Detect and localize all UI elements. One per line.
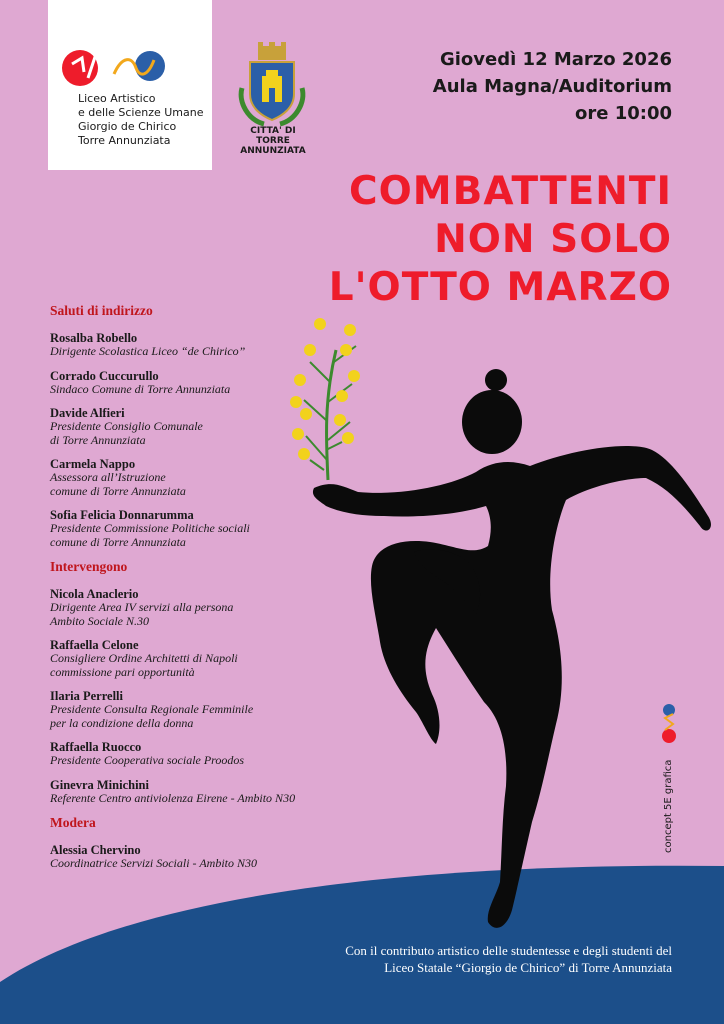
speaker-role: Assessora all’Istruzione comune di Torre Annunziata	[50, 470, 186, 498]
school-line: Liceo Artistico	[78, 92, 156, 105]
speaker	[50, 406, 350, 447]
section-heading: Modera	[50, 815, 96, 830]
speaker-name: Rosalba Robello	[50, 331, 138, 345]
speaker	[50, 778, 350, 806]
event-date: Giovedì 12 Marzo 2026	[439, 49, 672, 70]
speaker-role: Presidente Commissione Politiche sociali comune di Torre Annunziata	[50, 521, 250, 549]
event-title	[329, 168, 672, 312]
speaker-role: Dirigente Area IV servizi alla persona Ambito Sociale N.30	[50, 600, 234, 628]
footer-credit	[345, 942, 672, 976]
speaker-role: Dirigente Scolastica Liceo “de Chirico”	[50, 344, 246, 358]
footer-line: Liceo Statale “Giorgio de Chirico” di Torre Annunziata	[384, 960, 672, 975]
speaker-role: Presidente Cooperativa sociale Proodos	[50, 753, 245, 767]
speaker	[50, 457, 350, 498]
speaker-role: Sindaco Comune di Torre Annunziata	[50, 381, 231, 396]
speaker	[50, 587, 350, 628]
title-line: COMBATTENTI	[349, 169, 672, 214]
speakers-section	[50, 815, 350, 871]
speakers-list	[50, 303, 350, 881]
section-heading: Saluti di indirizzo	[50, 303, 153, 318]
school-logo-icon	[58, 46, 168, 92]
speaker-role: Coordinatrice Servizi Sociali - Ambito N30	[50, 856, 257, 870]
speakers-section	[50, 303, 350, 549]
speaker	[50, 740, 350, 768]
speaker-name: Nicola Anaclerio	[50, 587, 139, 601]
speaker-name: Ilaria Perrelli	[50, 689, 124, 703]
city-label-line: TORRE	[256, 136, 290, 146]
event-details	[433, 46, 672, 127]
event-venue: Aula Magna/Auditorium	[432, 76, 672, 97]
school-line: e delle Scienze Umane	[78, 106, 204, 119]
city-crest-icon	[236, 42, 308, 130]
speaker-role: Consigliere Ordine Architetti di Napoli commissione pari opportunità	[50, 651, 238, 679]
speaker-role: Referente Centro antiviolenza Eirene - Ambito N30	[50, 790, 296, 805]
speaker	[50, 638, 350, 679]
city-label	[228, 126, 318, 156]
speaker	[50, 689, 350, 730]
speaker-name: Raffaella Celone	[50, 638, 139, 652]
section-heading: Intervengono	[50, 559, 128, 574]
school-logo-card	[48, 0, 212, 170]
speaker	[50, 331, 350, 359]
speaker	[50, 843, 350, 871]
speaker-name: Raffaella Ruocco	[50, 740, 142, 754]
footer-line: Con il contributo artistico delle studentesse e degli studenti del	[345, 943, 672, 958]
speaker-name: Sofia Felicia Donnarumma	[50, 508, 194, 522]
school-name	[78, 92, 210, 148]
speaker	[50, 508, 350, 549]
event-time: ore 10:00	[574, 103, 672, 124]
speaker-name: Corrado Cuccurullo	[50, 368, 159, 383]
speaker-name: Alessia Chervino	[50, 843, 141, 857]
speaker-name: Carmela Nappo	[50, 457, 136, 471]
speaker-name: Ginevra Minichini	[50, 777, 149, 792]
speaker	[50, 369, 350, 397]
speaker-name: Davide Alfieri	[50, 406, 125, 420]
speaker-role: Presidente Consiglio Comunale di Torre Annunziata	[50, 419, 203, 447]
title-line: L'OTTO MARZO	[328, 265, 672, 310]
city-label-line: CITTA' DI	[250, 126, 296, 136]
school-line: Giorgio de Chirico	[78, 120, 177, 133]
design-credit: concept 5E grafica	[663, 759, 674, 853]
speakers-section	[50, 559, 350, 805]
speaker-role: Presidente Consulta Regionale Femminile per la condizione della donna	[50, 702, 254, 730]
city-label-line: ANNUNZIATA	[240, 146, 306, 156]
title-line: NON SOLO	[434, 217, 672, 262]
school-line: Torre Annunziata	[78, 134, 171, 147]
